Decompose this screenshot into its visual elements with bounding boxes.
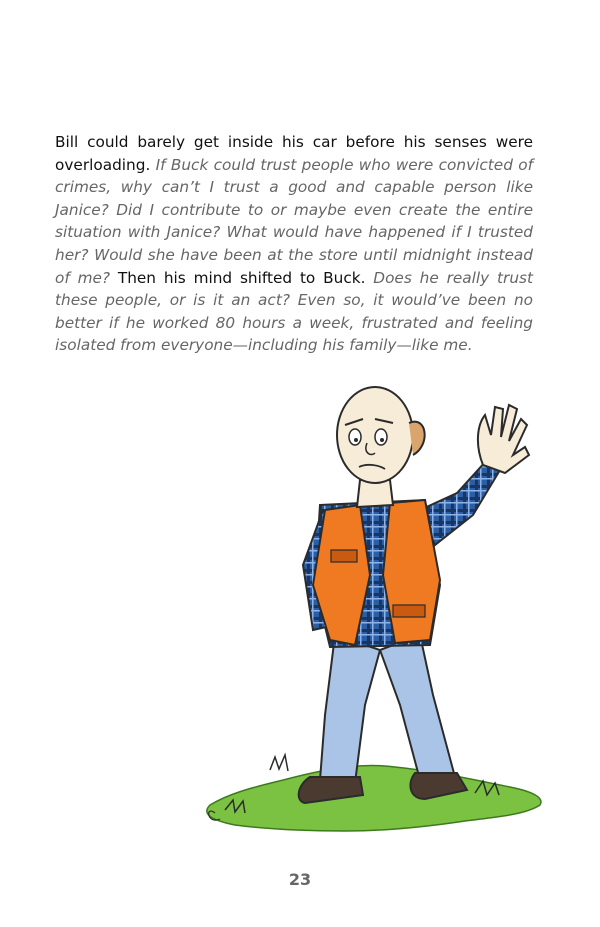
right-eye <box>375 429 387 445</box>
waving-man-illustration <box>195 385 555 845</box>
head <box>337 387 425 483</box>
grass-patch <box>207 755 541 831</box>
inner-thought-text: Does he really trust these people, or is it an act? Even so, it would’ve been no better if he worked 80 hours a week, frustrated and feeling isolated from everyone—including his family—like me. <box>55 268 533 355</box>
page-number: 23 <box>288 870 312 889</box>
jeans <box>320 635 455 783</box>
narration-text: Then his mind shifted to Buck. <box>117 268 374 287</box>
neck <box>357 480 393 507</box>
left-eye <box>349 429 361 445</box>
body-paragraph <box>55 131 533 357</box>
waving-hand <box>478 405 529 473</box>
inner-thought-text: If Buck could trust people who were convicted of crimes, why can’t I trust a good and capable person like Janice? Did I contribute to or maybe even create the entire situation with Janice? What would have happened if I trusted her? Would she have been at the store until midnight instead of me? <box>55 155 533 287</box>
narration-text: Bill could barely get inside his car before his senses were overloading. <box>55 133 533 174</box>
